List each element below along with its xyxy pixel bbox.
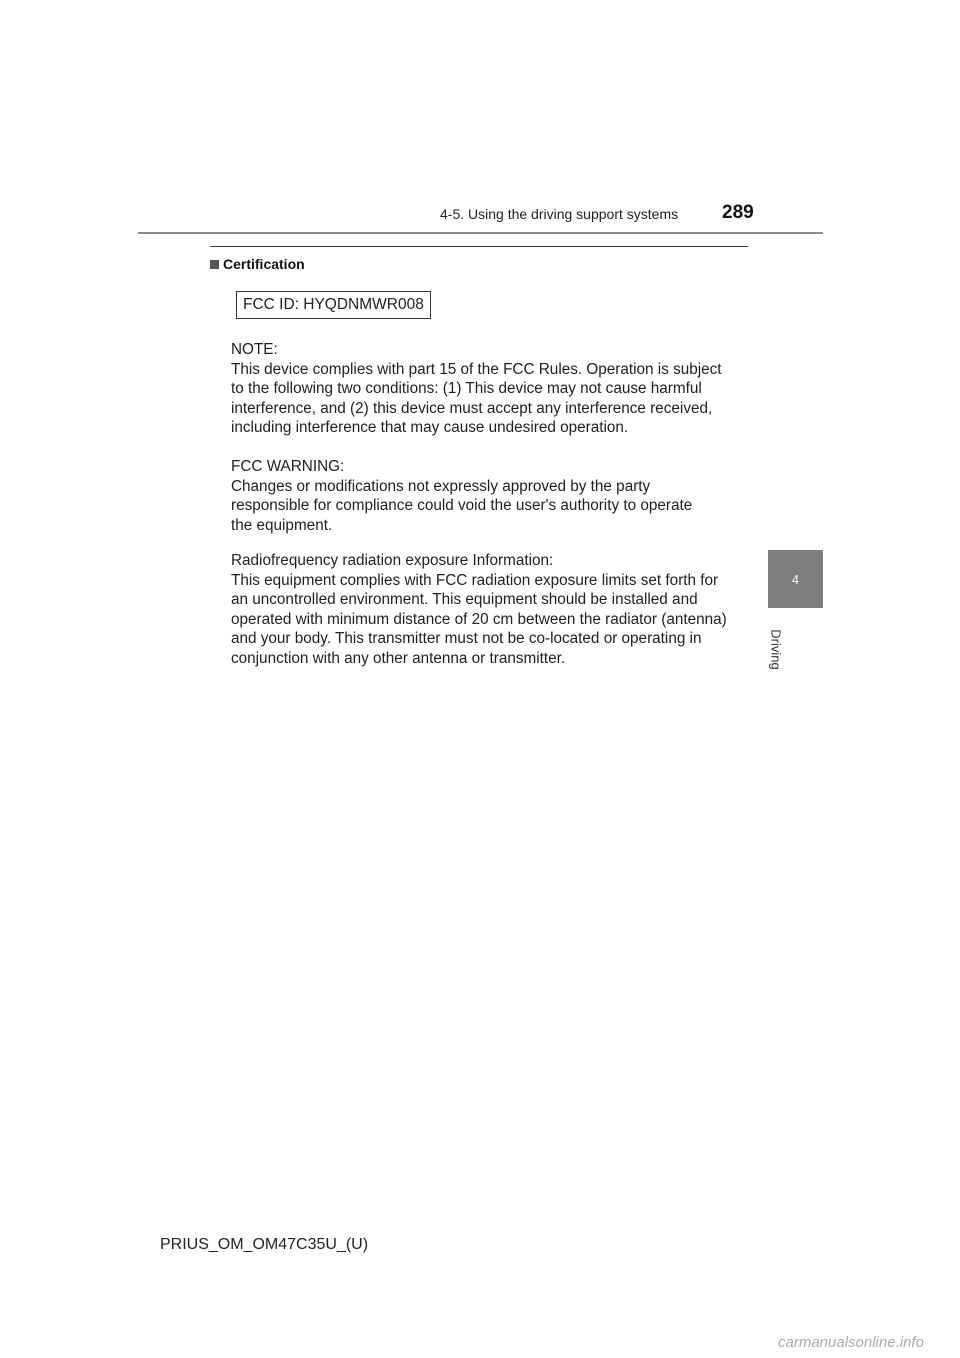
chapter-number: 4 (791, 571, 800, 587)
chapter-tab (768, 550, 823, 608)
fcc-id-box: FCC ID: HYQDNMWR008 (236, 291, 431, 319)
warning-line: the equipment. (231, 516, 333, 534)
chapter-label (762, 619, 790, 679)
section-divider (210, 246, 748, 247)
warning-line: responsible for compliance could void the user's authority to operate (231, 497, 693, 514)
square-bullet-icon (210, 260, 219, 269)
section-heading-text: Certification (223, 256, 305, 272)
radio-line: conjunction with any other antenna or transmitter. (231, 649, 566, 667)
note-line: to the following two conditions: (1) This device may not cause harmful (231, 380, 702, 397)
warning-line: Changes or modifications not expressly approved by the party (231, 477, 651, 495)
page-number: 289 (722, 202, 754, 223)
radio-line: and your body. This transmitter must not be co-located or operating in (231, 630, 702, 647)
radiation-info-block (231, 551, 731, 668)
footer-document-code: PRIUS_OM_OM47C35U_(U) (160, 1236, 369, 1253)
radio-line: operated with minimum distance of 20 cm between the radiator (antenna) (231, 610, 727, 628)
fcc-warning-block (231, 457, 731, 535)
radio-line: This equipment complies with FCC radiation exposure limits set forth for (231, 571, 719, 589)
radio-line: an uncontrolled environment. This equipment should be installed and (231, 591, 698, 608)
note-line: interference, and (2) this device must accept any interference received, (231, 399, 713, 417)
section-heading (210, 256, 305, 272)
header-section-title: 4-5. Using the driving support systems (440, 206, 679, 222)
chapter-label-text: Driving (768, 628, 784, 670)
note-line: This device complies with part 15 of the FCC Rules. Operation is subject (231, 360, 722, 378)
radio-line: Radiofrequency radiation exposure Information: (231, 552, 554, 569)
warning-line: FCC WARNING: (231, 458, 345, 475)
watermark-link[interactable]: carmanualsonline.info (778, 1334, 924, 1351)
header-divider (138, 232, 823, 234)
note-block (231, 340, 731, 438)
note-line: including interference that may cause undesired operation. (231, 419, 629, 436)
note-line: NOTE: (231, 341, 278, 358)
